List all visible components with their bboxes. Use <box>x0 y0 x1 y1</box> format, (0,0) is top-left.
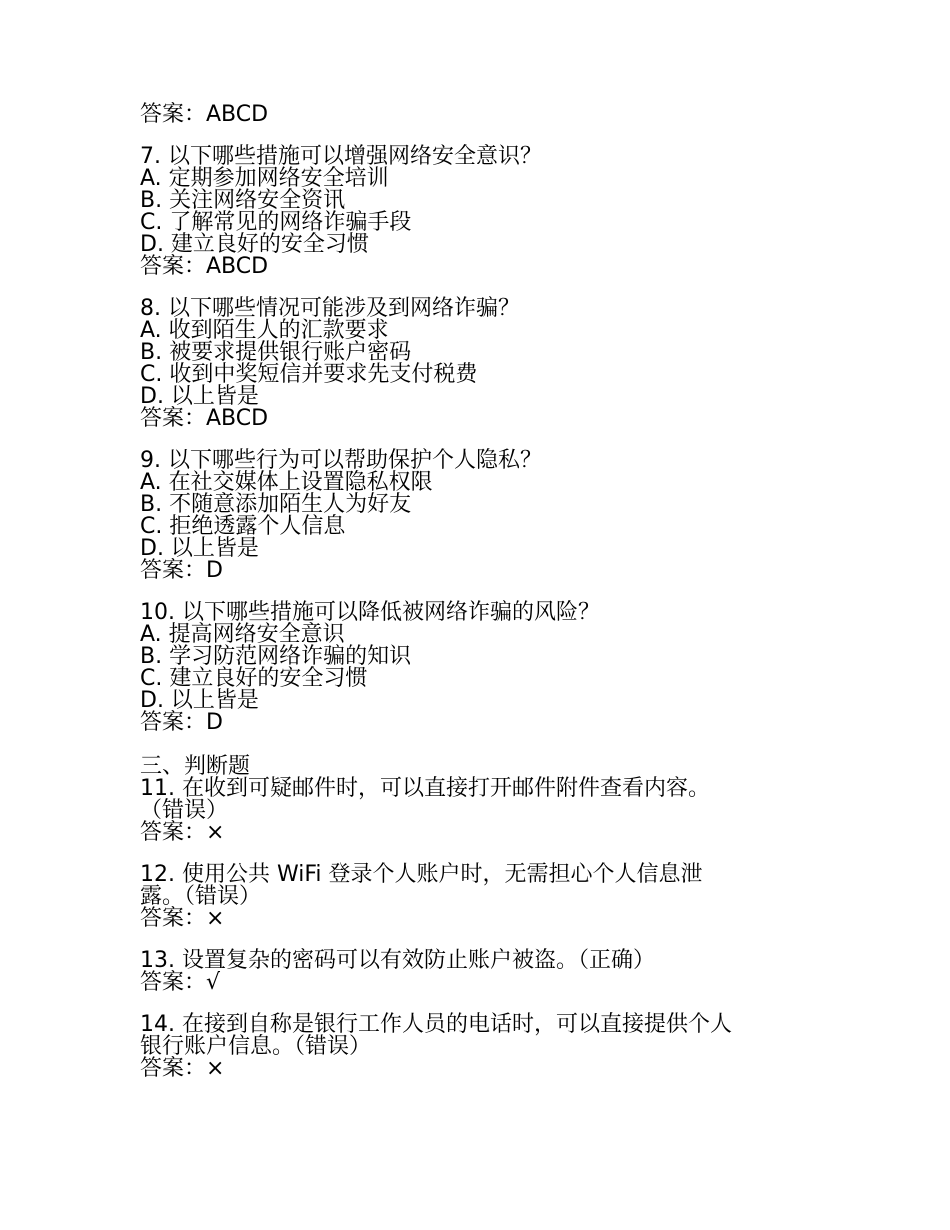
option-a: A. 收到陌生人的汇款要求 <box>140 318 389 343</box>
judgment-14 <box>140 1014 820 1080</box>
option-d: D. 以上皆是 <box>140 536 259 561</box>
section-heading: 三、判断题 <box>140 754 251 779</box>
question-text: 9. 以下哪些行为可以帮助保护个人隐私？ <box>140 448 542 473</box>
answer-line: 答案：× <box>140 1056 225 1081</box>
judgment-13 <box>140 950 820 994</box>
option-a: A. 定期参加网络安全培训 <box>140 166 389 191</box>
option-b: B. 被要求提供银行账户密码 <box>140 340 412 365</box>
answer-line: 答案：× <box>140 906 225 931</box>
option-a: A. 在社交媒体上设置隐私权限 <box>140 470 433 495</box>
answer-line: 答案：√ <box>140 970 221 995</box>
judgment-text: 露。（错误） <box>140 884 262 909</box>
judgment-text: 13. 设置复杂的密码可以有效防止账户被盗。（正确） <box>140 948 655 973</box>
answer-line: 答案：ABCD <box>140 406 269 431</box>
question-9 <box>140 450 820 582</box>
option-c: C. 建立良好的安全习惯 <box>140 666 368 691</box>
judgment-text: 12. 使用公共 WiFi 登录个人账户时，无需担心个人信息泄 <box>140 862 703 887</box>
question-text: 7. 以下哪些措施可以增强网络安全意识？ <box>140 144 542 169</box>
answer-line: 答案：ABCD <box>140 254 269 279</box>
document-page <box>140 104 820 1080</box>
question-8 <box>140 298 820 430</box>
option-b: B. 不随意添加陌生人为好友 <box>140 492 412 517</box>
judgment-12 <box>140 864 820 930</box>
option-c: C. 拒绝透露个人信息 <box>140 514 346 539</box>
question-7 <box>140 146 820 278</box>
option-d: D. 建立良好的安全习惯 <box>140 232 369 257</box>
judgment-text: 14. 在接到自称是银行工作人员的电话时，可以直接提供个人 <box>140 1012 732 1037</box>
judgment-text: 11. 在收到可疑邮件时，可以直接打开邮件附件查看内容。 <box>140 776 710 801</box>
judgment-text: 银行账户信息。（错误） <box>140 1034 372 1059</box>
answer-line: 答案：× <box>140 820 225 845</box>
question-text: 10. 以下哪些措施可以降低被网络诈骗的风险？ <box>140 600 600 625</box>
answer-line: 答案：ABCD <box>140 102 269 127</box>
option-a: A. 提高网络安全意识 <box>140 622 345 647</box>
answer-line: 答案：D <box>140 710 223 735</box>
judgment-11 <box>140 778 820 844</box>
option-d: D. 以上皆是 <box>140 688 259 713</box>
option-c: C. 收到中奖短信并要求先支付税费 <box>140 362 478 387</box>
option-b: B. 学习防范网络诈骗的知识 <box>140 644 412 669</box>
option-b: B. 关注网络安全资讯 <box>140 188 346 213</box>
question-10 <box>140 602 820 734</box>
option-d: D. 以上皆是 <box>140 384 259 409</box>
judgment-text: （错误） <box>140 798 229 823</box>
option-c: C. 了解常见的网络诈骗手段 <box>140 210 412 235</box>
answer-line: 答案：D <box>140 558 223 583</box>
question-text: 8. 以下哪些情况可能涉及到网络诈骗？ <box>140 296 520 321</box>
